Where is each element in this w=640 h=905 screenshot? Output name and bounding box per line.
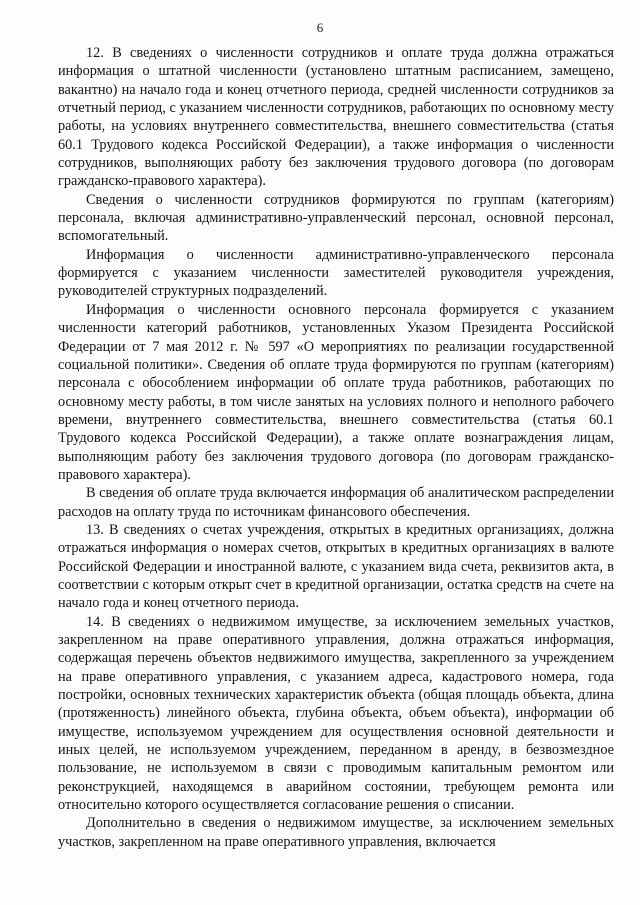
document-body [58,44,614,851]
paragraph-core-staff: Информация о численности основного персонала формируется с указанием численности категорий работников, установленных Указом Президента Российской Федерации от 7 мая 2012 г. № 597 «О мероприятиях по реализации государственной социальной политики». Сведения об оплате труда формируются по группам (категориям) персонала с обособлением информации об оплате труда работников, работающих по основному месту работы, в том числе занятых на условиях полного и неполного рабочего времени, внутреннего совместительства, внешнего совместительства (статья 60.1 Трудового кодекса Российской Федерации), а также оплате вознаграждения лицам, выполняющим работу без заключения трудового договора (по договорам гражданско-правового характера). [58,301,614,483]
page-number: 6 [316,20,324,35]
paragraph-staff-groups: Сведения о численности сотрудников формируются по группам (категориям) персонала, включая административно-управленческий персонал, основной персонал, вспомогательный. [58,191,614,245]
paragraph-pay-distribution: В сведения об оплате труда включается информация об аналитическом распределении расходов на оплату труда по источникам финансового обеспечения. [58,485,614,520]
paragraph-13-bank-accounts: 13. В сведениях о счетах учреждения, открытых в кредитных организациях, должна отражаться информация о номерах счетов, открытых в кредитных организациях в валюте Российской Федерации и иностранной валюте, с указанием вида счета, реквизитов акта, в соответствии с которым открыт счет в кредитной организации, остатка средств на счете на начало года и конец отчетного периода. [58,521,614,612]
paragraph-real-estate-additional: Дополнительно в сведения о недвижимом имуществе, за исключением земельных участков, закрепленном на праве оперативного управления, включается [58,815,614,850]
paragraph-14-real-estate: 14. В сведениях о недвижимом имуществе, за исключением земельных участков, закрепленном на праве оперативного управления, должна отражаться информация, содержащая перечень объектов недвижимого имущества, закрепленного за учреждением на праве оперативного управления, с указанием адреса, кадастрового номера, года постройки, основных технических характеристик объекта (общая площадь объекта, длина (протяженность) линейного объекта, глубина объекта, объем объекта), информации об имуществе, используемом учреждением для осуществления основной деятельности и иных целей, не используемом учреждением, переданном в аренду, в безвозмездное пользование, не используемом в связи с проводимым капитальным ремонтом или реконструкцией, находящемся в аварийном состоянии, требующем ремонта или относительно которого осуществляется согласование решения о списании. [58,613,614,814]
paragraph-12-staff-and-pay: 12. В сведениях о численности сотрудников и оплате труда должна отражаться информация о штатной численности (установлено штатным расписанием, замещено, вакантно) на начало года и конец отчетного периода, средней численности сотрудников за отчетный период, с указанием численности сотрудников, работающих по основному месту работы, на условиях внутреннего совместительства, внешнего совместительства (статья 60.1 Трудового кодекса Российской Федерации), а также информация о численности сотрудников, выполняющих работу без заключения трудового договора (по договорам гражданско-правового характера). [58,45,614,190]
paragraph-admin-staff: Информация о численности административно-управленческого персонала формируется с указанием численности заместителей руководителя учреждения, руководителей структурных подразделений. [58,246,614,300]
